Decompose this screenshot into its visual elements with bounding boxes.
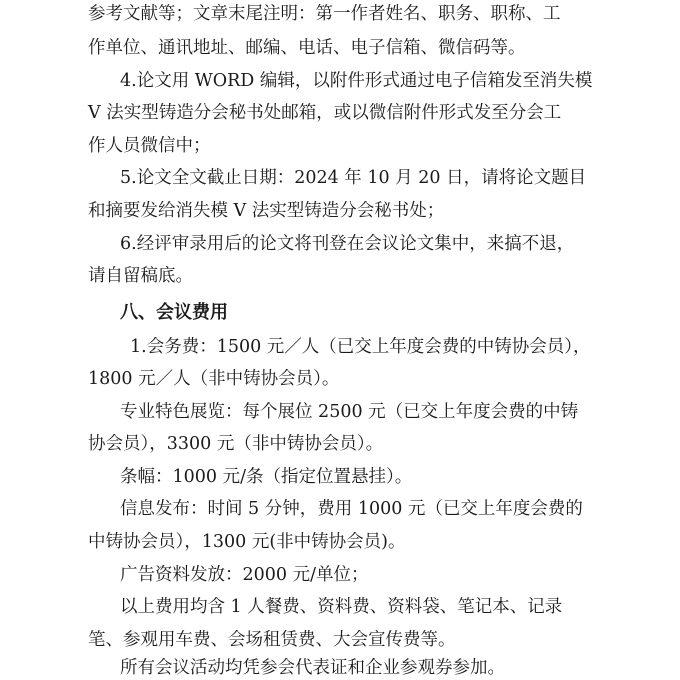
text-line-7: 和摘要发给消失模 V 法实型铸造分会秘书处； xyxy=(88,201,445,221)
text-line-18: 以上费用均含 1 人餐费、资料费、资料袋、笔记本、记录 xyxy=(120,597,563,617)
text-line-2: 作单位、通讯地址、邮编、电话、电子信箱、微信码等。 xyxy=(88,38,526,58)
text-line-16: 中铸协会员），1300 元(非中铸协会员)。 xyxy=(88,532,406,552)
text-line-15: 信息发布：时间 5 分钟，费用 1000 元（已交上年度会费的 xyxy=(120,499,583,519)
text-line-12: 专业特色展览：每个展位 2500 元（已交上年度会费的中铸 xyxy=(120,402,579,422)
text-line-19: 笔、参观用车费、会场租赁费、大会宣传费等。 xyxy=(88,630,456,650)
text-line-3: 4.论文用 WORD 编辑，以附件形式通过电子信箱发至消失模 xyxy=(120,71,593,91)
text-line-6: 5.论文全文截止日期：2024 年 10 月 20 日，请将论文题目 xyxy=(120,168,587,188)
text-line-4: V 法实型铸造分会秘书处邮箱，或以微信附件形式发至分会工 xyxy=(88,103,562,123)
text-line-10: 1.会务费：1500 元／人（已交上年度会费的中铸协会员）， xyxy=(130,337,591,357)
text-line-5: 作人员微信中； xyxy=(88,136,211,156)
text-line-11: 1800 元／人（非中铸协会员）。 xyxy=(88,369,340,389)
text-line-1: 参考文献等；文章末尾注明：第一作者姓名、职务、职称、工 xyxy=(88,4,561,24)
text-line-8: 6.经评审录用后的论文将刊登在会议论文集中，来搞不退， xyxy=(120,234,575,254)
text-line-20: 所有会议活动均凭参会代表证和企业参观券参加。 xyxy=(120,658,505,678)
text-line-14: 条幅：1000 元/条（指定位置悬挂）。 xyxy=(120,467,413,487)
text-line-9: 请自留稿底。 xyxy=(88,266,193,286)
text-line-17: 广告资料发放：2000 元/单位； xyxy=(120,565,369,585)
text-line-13: 协会员），3300 元（非中铸协会员）。 xyxy=(88,434,384,454)
section-heading: 八、会议费用 xyxy=(120,302,228,323)
